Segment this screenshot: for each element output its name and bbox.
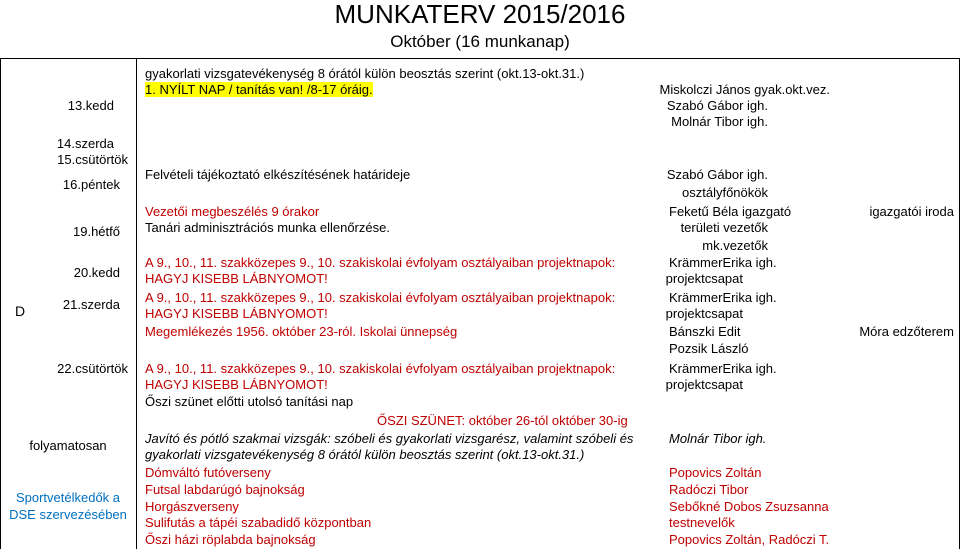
event-admin-check: Tanári adminisztrációs munka ellenőrzése. <box>145 220 390 235</box>
event-sport-1: Dómváltó futóverseny <box>145 465 271 480</box>
sport-label-line1: Sportvetélkedők a <box>15 490 121 505</box>
day-21: 21.szerda <box>62 297 120 312</box>
day-14: 14.szerda <box>56 136 114 151</box>
event-project-21-motto: HAGYJ KISEBB LÁBNYOMOT! <box>145 306 328 321</box>
section-letter: D <box>14 303 26 319</box>
day-ongoing: folyamatosan <box>29 438 107 453</box>
event-sport-3: Horgászverseny <box>145 499 239 514</box>
resp-19-2: területi vezetők <box>680 220 768 235</box>
location-19: igazgatói iroda <box>869 204 954 219</box>
resp-20-1: KrämmerErika igh. <box>669 255 777 270</box>
day-22: 22.csütörtök <box>57 361 128 376</box>
day-19: 19.hétfő <box>73 224 120 239</box>
event-exam-top: gyakorlati vizsgatevékenység 8 órától külön beosztás szerint (okt.13-okt.31.) <box>145 66 585 81</box>
sport-label-line2: DSE szervezésében <box>9 507 127 522</box>
event-project-22: A 9., 10., 11. szakközepes 9., 10. szakiskolai évfolyam osztályaiban projektnapok: <box>145 361 616 376</box>
event-sport-2: Futsal labdarúgó bajnokság <box>145 482 305 497</box>
resp-sport-4: testnevelők <box>669 515 735 530</box>
day-13: 13.kedd <box>67 98 114 113</box>
resp-21-3: Bánszki Edit <box>669 324 741 339</box>
day-15: 15.csütörtök <box>57 152 128 167</box>
resp-21-1: KrämmerErika igh. <box>669 290 777 305</box>
event-open-day: 1. NYÍLT NAP / tanítás van! /8-17 óráig. <box>145 82 373 97</box>
event-last-day: Őszi szünet előtti utolsó tanítási nap <box>145 394 354 409</box>
resp-21-2: projektcsapat <box>665 306 743 321</box>
day-column-divider <box>136 58 137 549</box>
day-16: 16.péntek <box>62 177 120 192</box>
event-project-20: A 9., 10., 11. szakközepes 9., 10. szakiskolai évfolyam osztályaiban projektnapok: <box>145 255 616 270</box>
event-memorial: Megemlékezés 1956. október 23-ról. Iskolai ünnepség <box>145 324 458 339</box>
resp-sport-1: Popovics Zoltán <box>669 465 762 480</box>
resp-21-4: Pozsik László <box>669 341 749 356</box>
resp-sport-3: Sebőkné Dobos Zsuzsanna <box>669 499 829 514</box>
resp-13-1: Miskolczi János gyak.okt.vez. <box>659 82 830 97</box>
resp-20-2: projektcsapat <box>665 271 743 286</box>
event-sport-5: Őszi házi röplabda bajnokság <box>145 532 316 547</box>
event-admission: Felvételi tájékoztató elkészítésének határideje <box>145 167 411 182</box>
event-sport-4: Sulifutás a tápéi szabadidő központban <box>145 515 372 530</box>
table-top-border <box>0 58 960 59</box>
location-21: Móra edzőterem <box>859 324 954 339</box>
page-title: MUNKATERV 2015/2016 <box>334 0 626 29</box>
resp-22-1: KrämmerErika igh. <box>669 361 777 376</box>
event-leaders-meeting: Vezetői megbeszélés 9 órakor <box>145 204 320 219</box>
resp-13-3: Molnár Tibor igh. <box>671 114 768 129</box>
resp-19-3: mk.vezetők <box>702 238 768 253</box>
day-20: 20.kedd <box>73 265 120 280</box>
resp-sport-2: Radóczi Tibor <box>669 482 749 497</box>
event-project-22-motto: HAGYJ KISEBB LÁBNYOMOT! <box>145 377 328 392</box>
resp-16-2: osztályfőnökök <box>682 185 768 200</box>
resp-13-2: Szabó Gábor igh. <box>666 98 768 113</box>
resp-22-2: projektcsapat <box>665 377 743 392</box>
resp-16-1: Szabó Gábor igh. <box>666 167 768 182</box>
event-exams-line1: Javító és pótló szakmai vizsgák: szóbeli és gyakorlati vizsgarész, valamint szóbeli és <box>145 431 634 446</box>
event-exams-line2: gyakorlati vizsgatevékenység 8 órától külön beosztás szerint (okt.13-okt.31.) <box>145 447 585 462</box>
event-project-21: A 9., 10., 11. szakközepes 9., 10. szakiskolai évfolyam osztályaiban projektnapok: <box>145 290 616 305</box>
event-project-20-motto: HAGYJ KISEBB LÁBNYOMOT! <box>145 271 328 286</box>
resp-19-1: Feketű Béla igazgató <box>669 204 792 219</box>
resp-ongoing-1: Molnár Tibor igh. <box>669 431 767 446</box>
resp-sport-5: Popovics Zoltán, Radóczi T. <box>669 532 830 547</box>
event-autumn-break: ŐSZI SZÜNET: október 26-tól október 30-ig <box>377 413 628 428</box>
page-subtitle: Október (16 munkanap) <box>390 32 570 51</box>
